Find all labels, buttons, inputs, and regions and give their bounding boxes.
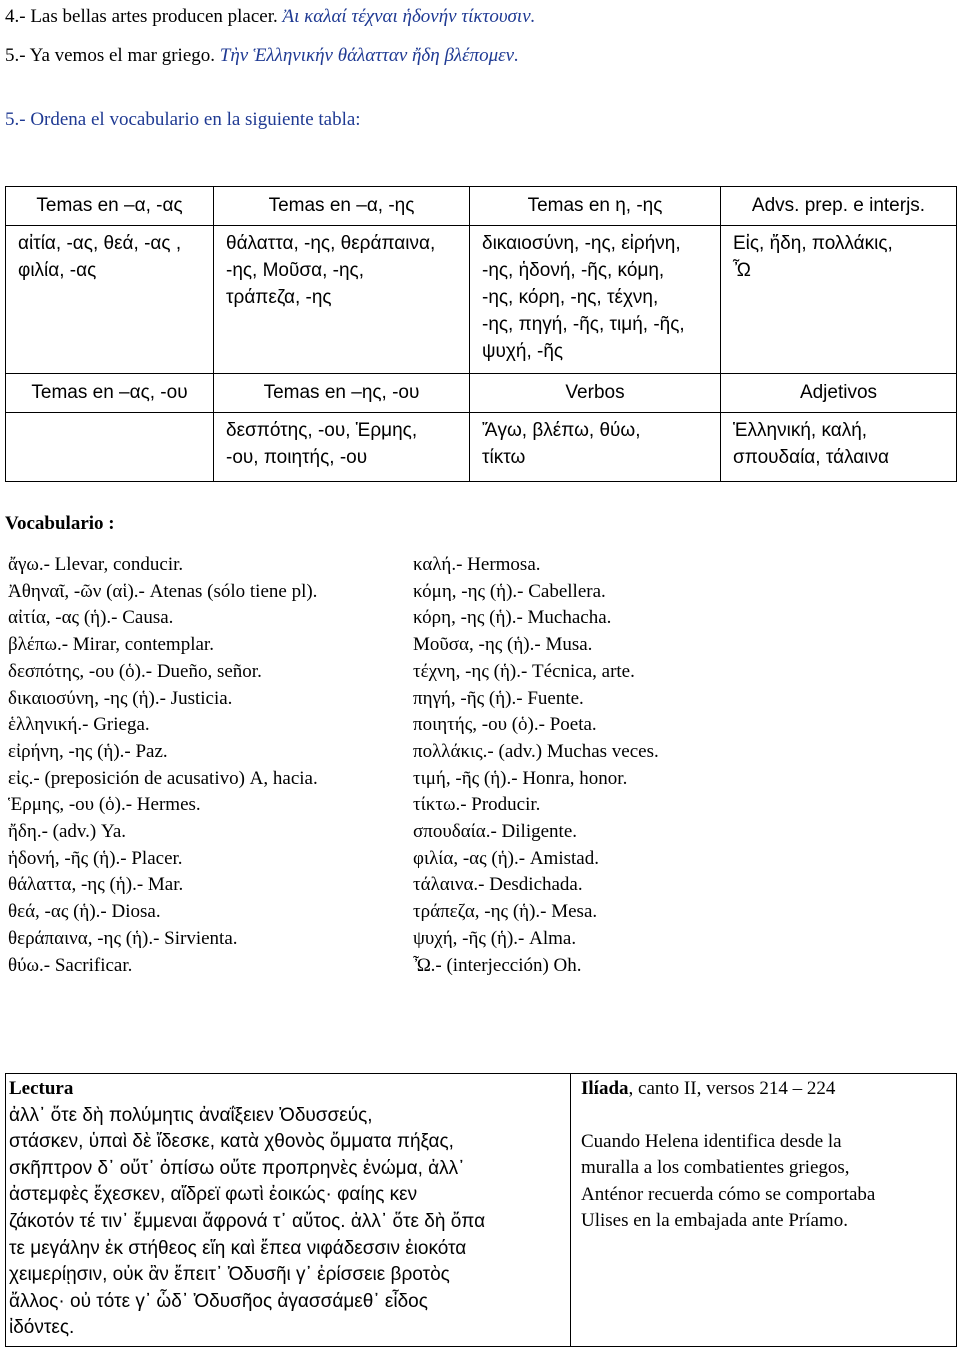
- table-header-row: [6, 374, 957, 413]
- table-cell: [470, 226, 721, 374]
- table-header-row: [6, 187, 957, 226]
- cell-line: φιλία, -ας: [18, 260, 97, 281]
- cell-line: τίκτω: [482, 447, 526, 468]
- vocabulary-entry: φιλία, -ας (ἡ).- Amistad.: [413, 847, 599, 869]
- table-cell: [214, 226, 470, 374]
- cell-line: -ης, ἡδονή, -ῆς, κόμη,: [482, 260, 665, 281]
- vocabulary-entry: τράπεζα, -ης (ἡ).- Mesa.: [413, 901, 598, 923]
- exercise-4: [5, 4, 535, 30]
- cell-line: δεσπότης, -ου, Ἑρμης,: [226, 420, 418, 441]
- vocabulary-entry: πηγή, -ῆς (ἡ).- Fuente.: [413, 687, 584, 709]
- summary-line: muralla a los combatientes griegos,: [581, 1157, 850, 1179]
- reading-text-cell: [6, 1074, 571, 1347]
- cell-line: Ἑλληνική, καλή,: [733, 420, 868, 441]
- vocabulary-entry: Ἑρμης, -ου (ὁ).- Hermes.: [8, 794, 201, 816]
- reading-info-cell: [571, 1074, 957, 1347]
- reading-line: ἰδόντες.: [9, 1317, 75, 1339]
- vocabulary-entry: εἰς.- (preposición de acusativo) A, hacia.: [8, 767, 318, 789]
- vocabulary-entry: θεά, -ας (ἡ).- Diosa.: [8, 901, 161, 923]
- table-header: Temas en –ης, -ου: [214, 374, 470, 413]
- summary-line: Anténor recuerda cómo se comportaba: [581, 1183, 876, 1205]
- table-header: Temas en η, -ης: [470, 187, 721, 226]
- summary-line: Ulises en la embajada ante Príamo.: [581, 1210, 848, 1232]
- table-cell: [721, 226, 957, 374]
- table-cell: [6, 226, 214, 374]
- vocabulary-entry: βλέπω.- Mirar, contemplar.: [8, 634, 214, 656]
- cell-line: τράπεζα, -ης: [226, 287, 332, 308]
- reading-box: [5, 1073, 957, 1347]
- vocabulary-entry: αἰτία, -ας (ἡ).- Causa.: [8, 607, 174, 629]
- vocabulary-entry: Ἀθηναῖ, -ῶν (αἱ).- Atenas (sólo tiene pl).: [8, 580, 318, 602]
- exercise-4-greek: Ἀι καλαί τέχναι ἡδονήν τίκτουσιν.: [282, 6, 536, 27]
- table-header: Temas en –α, -ας: [6, 187, 214, 226]
- reading-line: ἄλλος· οὐ τότε γ᾽ ὧδ᾽ Ὀδυσῆος ἀγασσάμεθ᾽ εἶδος: [9, 1290, 428, 1312]
- cell-line: -ης, Μοῦσα, -ης,: [226, 260, 364, 281]
- exercise-5-spanish: 5.- Ya vemos el mar griego.: [5, 45, 216, 66]
- vocabulary-entry: πολλάκις.- (adv.) Muchas veces.: [413, 740, 659, 762]
- cell-line: Εἰς, ἤδη, πολλάκις,: [733, 233, 893, 254]
- table-header: Temas en –ας, -ου: [6, 374, 214, 413]
- reading-summary: [581, 1129, 953, 1235]
- vocabulary-entry: κόρη, -ης (ἡ).- Muchacha.: [413, 607, 612, 629]
- reading-line: στάσκεν, ὑπαὶ δὲ ἴδεσκε, κατὰ χθονὸς ὄμματα πήξας,: [9, 1131, 454, 1153]
- cell-line: δικαιοσύνη, -ης, εἰρήνη,: [482, 233, 681, 254]
- table-header: Adjetivos: [721, 374, 957, 413]
- vocabulary-entry: σπουδαία.- Diligente.: [413, 821, 577, 843]
- vocabulary-entry: καλή.- Hermosa.: [413, 554, 541, 575]
- vocabulary-entry: ποιητής, -ου (ὁ).- Poeta.: [413, 714, 597, 736]
- table-header: Verbos: [470, 374, 721, 413]
- vocabulary-entry: κόμη, -ης (ἡ).- Cabellera.: [413, 580, 606, 602]
- vocabulary-entry: τίκτω.- Producir.: [413, 794, 541, 816]
- vocabulary-entry: θάλαττα, -ης (ἡ).- Mar.: [8, 874, 184, 896]
- vocabulary-title: Vocabulario :: [5, 513, 115, 534]
- reading-line: ζάκοτόν τέ τιν᾽ ἔμμεναι ἄφρονά τ᾽ αὔτος. ἀλλ᾽ ὅτε δὴ ὄπα: [9, 1210, 486, 1232]
- cell-line: Ἄγω, βλέπω, θύω,: [482, 420, 641, 441]
- reading-line: ἀλλ᾽ ὅτε δὴ πολύμητις ἀναΐξειεν Ὀδυσσεύς,: [9, 1104, 373, 1126]
- reading-line: τε μεγάλην ἐκ στήθεος εἵη καὶ ἔπεα νιφάδεσσιν ἐιοκότα: [9, 1237, 467, 1259]
- vocabulary-entry: ψυχή, -ῆς (ἡ).- Alma.: [413, 927, 577, 949]
- cell-line: Ὦ: [733, 260, 751, 281]
- reading-source-detail: , canto II, versos 214 – 224: [628, 1078, 836, 1099]
- reading-line: ἀστεμφὲς ἔχεσκεν, αἴδρεϊ φωτὶ ἐοικώς· φαίης κεν: [9, 1184, 418, 1206]
- vocabulary-entry: θύω.- Sacrificar.: [8, 954, 133, 976]
- vocabulary-entry: δεσπότης, -ου (ὁ).- Dueño, señor.: [8, 660, 262, 682]
- exercise-5-greek: Τὴν Ἑλληνικήν θάλατταν ἤδη βλέπομεν.: [219, 45, 519, 66]
- table-header: Advs. prep. e interjs.: [721, 187, 957, 226]
- reading-title: Lectura: [9, 1078, 74, 1099]
- cell-line: θάλαττα, -ης, θεράπαινα,: [226, 233, 436, 254]
- vocabulary-column-right: [413, 552, 659, 979]
- reading-lines: [9, 1103, 567, 1342]
- vocabulary-entry: Μοῦσα, -ης (ἡ).- Musa.: [413, 634, 593, 656]
- vocabulary-entry: ἄγω.- Llevar, conducir.: [8, 554, 184, 575]
- cell-line: -ου, ποιητής, -ου: [226, 447, 368, 468]
- table-row: [6, 413, 957, 482]
- cell-line: σπουδαία, τάλαινα: [733, 447, 889, 468]
- vocabulary-entry: τιμή, -ῆς (ἡ).- Honra, honor.: [413, 767, 628, 789]
- summary-line: Cuando Helena identifica desde la: [581, 1130, 842, 1152]
- table-cell: [214, 413, 470, 482]
- table-cell: [721, 413, 957, 482]
- vocabulary-entry: Ὦ.- (interjección) Oh.: [413, 954, 582, 976]
- reading-source-work: Ilíada: [581, 1078, 629, 1099]
- table-row: [6, 226, 957, 374]
- vocabulary-entry: ἡδονή, -ῆς (ἡ).- Placer.: [8, 847, 183, 869]
- task-instruction: 5.- Ordena el vocabulario en la siguiente tabla:: [5, 109, 361, 130]
- reading-line: σκῆπτρον δ᾽ οὔτ᾽ ὀπίσω οὔτε προπρηνὲς ἐνώμα, ἀλλ᾽: [9, 1157, 465, 1179]
- exercise-5: [5, 43, 519, 69]
- reading-source: [581, 1076, 953, 1103]
- cell-line: -ης, κόρη, -ης, τέχνη,: [482, 287, 659, 308]
- reading-line: χειμερίῃσιν, οὐκ ἂν ἔπειτ᾽ Ὀδυσῆι γ᾽ ἐρίσσειε βροτὸς: [9, 1264, 450, 1286]
- vocabulary-entry: εἰρήνη, -ης (ἡ).- Paz.: [8, 740, 168, 762]
- table-cell-empty: [6, 413, 214, 482]
- exercise-4-spanish: 4.- Las bellas artes producen placer.: [5, 6, 278, 27]
- vocabulary-entry: ἤδη.- (adv.) Ya.: [8, 821, 127, 843]
- vocabulary-entry: δικαιοσύνη, -ης (ἡ).- Justicia.: [8, 687, 233, 709]
- table-header: Temas en –α, -ης: [214, 187, 470, 226]
- vocabulary-column-left: [8, 552, 318, 979]
- vocabulary-entry: θεράπαινα, -ης (ἡ).- Sirvienta.: [8, 927, 238, 949]
- vocabulary-entry: τάλαινα.- Desdichada.: [413, 874, 583, 896]
- table-cell: [470, 413, 721, 482]
- cell-line: -ης, πηγή, -ῆς, τιμή, -ῆς,: [482, 314, 685, 335]
- cell-line: ψυχή, -ῆς: [482, 341, 564, 362]
- vocabulary-entry: ἑλληνική.- Griega.: [8, 714, 150, 736]
- vocabulary-table: [5, 186, 957, 482]
- vocabulary-entry: τέχνη, -ης (ἡ).- Técnica, arte.: [413, 660, 635, 682]
- cell-line: αἰτία, -ας, θεά, -ας ,: [18, 233, 182, 254]
